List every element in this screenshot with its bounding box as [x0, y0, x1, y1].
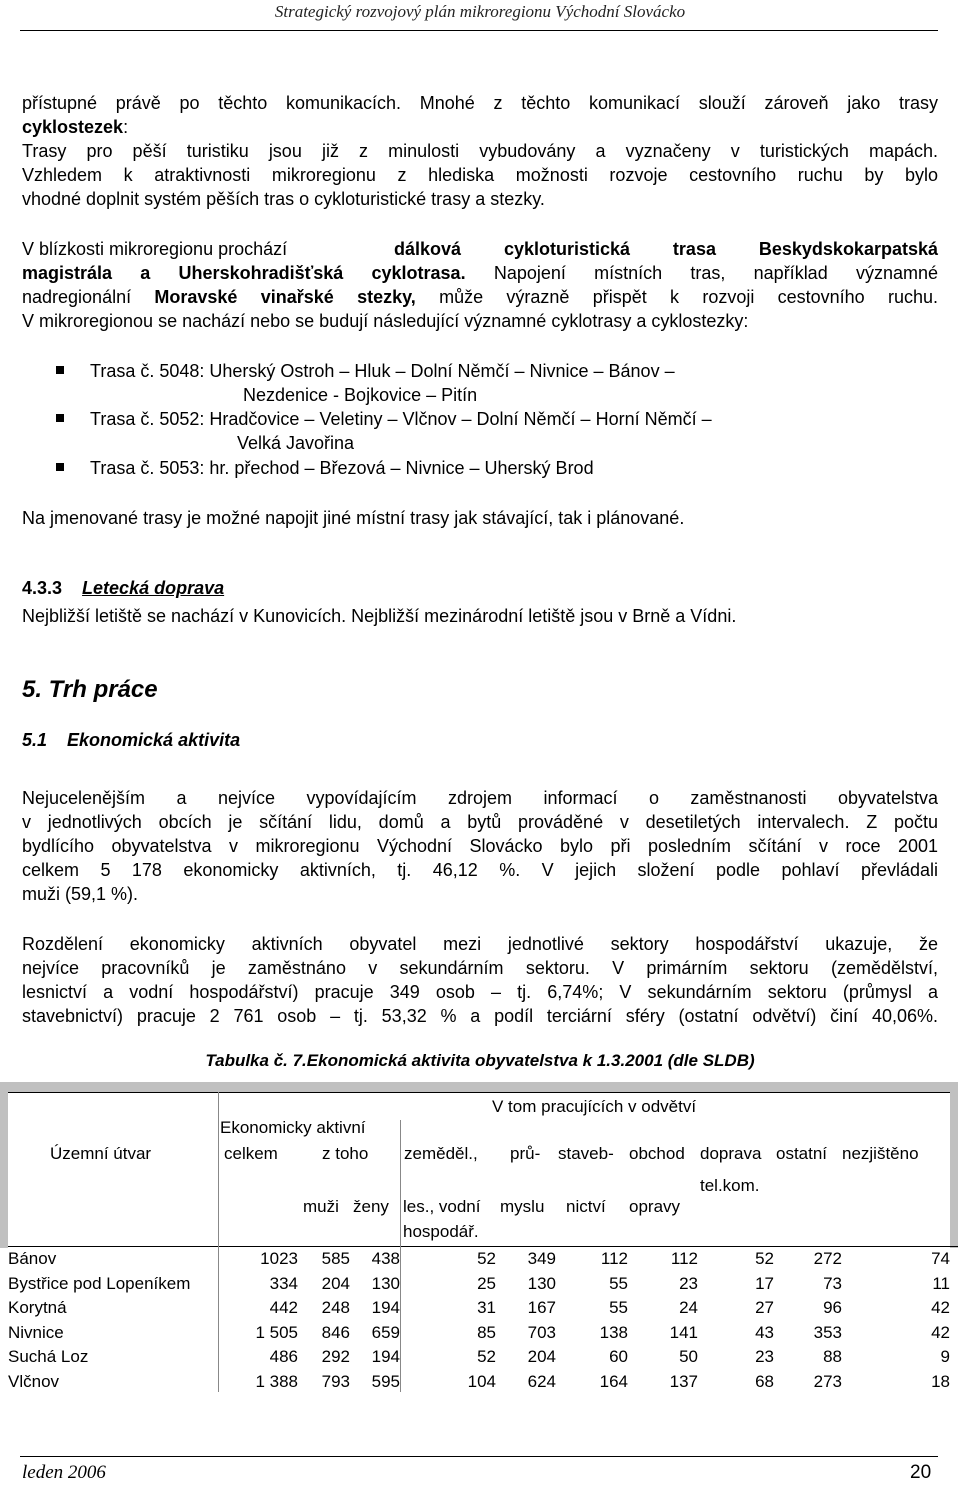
th-opravy: opravy [629, 1197, 681, 1216]
table-cell: 42 [931, 1298, 950, 1317]
intro-line-1: přístupné právě po těchto komunikacích. Mnohé z těchto komunikací slouží zároveň jako trasy [22, 93, 938, 113]
table-cell: 438 [371, 1249, 400, 1268]
para2-line-3 [22, 285, 938, 309]
table-cell: 55 [609, 1298, 628, 1317]
table-cell: 703 [527, 1322, 556, 1342]
sec433-title: Letecká doprava [82, 578, 225, 598]
th-nictvi: nictví [566, 1197, 606, 1216]
para2-text-b: Napojení místních tras, například významné [465, 263, 938, 283]
table-cell: 68 [755, 1371, 774, 1391]
table-cell: 334 [269, 1273, 298, 1293]
th-les: les., vodní [403, 1197, 481, 1216]
table-cell: 1023 [260, 1249, 298, 1268]
th-muzi: muži [303, 1197, 339, 1216]
row-label: Vlčnov [8, 1371, 60, 1391]
para2-text-a: V blízkosti mikroregionu prochází [22, 239, 288, 259]
para2-line-2 [22, 261, 938, 285]
para4-line-1: Nejucelenějším a nejvíce vypovídajícím zdrojem informací o zaměstnanosti obyvatelstva [22, 788, 938, 808]
table-cell: 141 [669, 1322, 698, 1342]
th-ztoho: z toho [322, 1144, 369, 1163]
row-label: Suchá Loz [8, 1347, 89, 1366]
table-cell: 27 [755, 1298, 774, 1317]
table-cell: 17 [755, 1273, 774, 1293]
footer-date: leden 2006 [22, 1462, 106, 1483]
table-cell: 204 [527, 1347, 556, 1366]
table-cell: 88 [823, 1347, 842, 1366]
table-cell: 194 [371, 1298, 400, 1317]
para5-line-3: lesnictví a vodní hospodářství) pracuje 349 osob – tj. 6,74%; V sekundárním sektoru (průmysl a [22, 982, 938, 1002]
table-cell: 52 [755, 1249, 774, 1268]
table-cell: 43 [755, 1322, 774, 1342]
th-zemedel: zeměděl., [404, 1144, 478, 1163]
page-number: 20 [910, 1462, 932, 1483]
table-cell: 349 [527, 1249, 556, 1268]
table-cell: 31 [477, 1298, 496, 1317]
table-cell: 624 [527, 1371, 556, 1391]
th-pru: prů- [510, 1144, 541, 1163]
table-cell: 442 [269, 1298, 298, 1317]
th-uzemni: Územní útvar [50, 1144, 152, 1163]
page-header: Strategický rozvojový plán mikroregionu Východní Slovácko [274, 2, 686, 21]
route-3-line-1: Trasa č. 5053: hr. přechod – Březová – Nivnice – Uherský Brod [90, 458, 594, 478]
para4-line-5: muži (59,1 %). [22, 884, 139, 904]
th-doprava: doprava [700, 1144, 762, 1163]
colon: : [123, 117, 129, 137]
para2-text-c: nadregionální [22, 287, 155, 307]
para5-line-1: Rozdělení ekonomicky aktivních obyvatel mezi jednotlivé sektory hospodářství ukazuje, že [22, 934, 938, 954]
th-vtom: V tom pracujících v odvětví [492, 1097, 697, 1116]
table-cell: 793 [321, 1371, 350, 1391]
table-cell: 595 [371, 1371, 400, 1391]
para2-bold-a: dálková cykloturistická trasa Beskydskokarpatská [394, 239, 938, 259]
sec5-heading: 5. Trh práce [22, 676, 158, 703]
intro-line-4: Vzhledem k atraktivnosti mikroregionu z hlediska možnosti rozvoje cestovního ruchu by bylo [22, 165, 938, 185]
table-cell: 52 [477, 1249, 496, 1268]
row-label: Bystřice pod Lopeníkem [8, 1273, 191, 1293]
para4-line-2: v jednotlivých obcích je sčítání lidu, domů a bytů prováděné v desetiletých intervalech. Z počtu [22, 812, 938, 832]
row-label: Nivnice [8, 1322, 64, 1342]
table-cell: 130 [527, 1273, 556, 1293]
table-cell: 96 [823, 1298, 842, 1317]
table-cell: 104 [467, 1371, 496, 1391]
table-cell: 1 505 [255, 1322, 298, 1342]
row-label: Korytná [8, 1298, 67, 1317]
table-cell: 23 [755, 1347, 774, 1366]
table-cell: 23 [679, 1273, 698, 1293]
intro-line-5: vhodné doplnit systém pěších tras o cykloturistické trasy a stezky. [22, 189, 545, 209]
table-cell: 55 [609, 1273, 628, 1293]
table-cell: 18 [931, 1371, 950, 1391]
para5-line-4: stavebnictví) pracuje 2 761 osob – tj. 53,32 % a podíl terciární sféry (ostatní odvětví) činí 40,06%. [22, 1006, 938, 1026]
table-cell: 585 [321, 1249, 350, 1268]
sec51-heading [22, 730, 240, 751]
table-cell: 137 [669, 1371, 698, 1391]
intro-line-2 [22, 115, 938, 139]
table-cell: 9 [940, 1347, 950, 1366]
route-1-line-1: Trasa č. 5048: Uherský Ostroh – Hluk – Dolní Němčí – Nivnice – Bánov – [90, 361, 675, 381]
th-nezjisteno: nezjištěno [842, 1144, 919, 1163]
table-cell: 659 [371, 1322, 400, 1342]
table-cell: 42 [931, 1322, 950, 1342]
table-cell: 112 [600, 1249, 628, 1268]
table-cell: 11 [932, 1273, 950, 1293]
th-hosp: hospodář. [403, 1222, 479, 1241]
header-rule [20, 30, 938, 31]
table-cell: 60 [609, 1347, 628, 1366]
table-cell: 52 [477, 1347, 496, 1366]
cyklostezek-bold: cyklostezek [22, 117, 124, 137]
para2-line-1 [22, 237, 938, 261]
th-zeny: ženy [353, 1197, 389, 1216]
table-cell: 73 [823, 1273, 842, 1293]
para3: Na jmenované trasy je možné napojit jiné místní trasy jak stávající, tak i plánované. [22, 508, 685, 528]
table-cell: 846 [321, 1322, 350, 1342]
table-cell: 204 [321, 1273, 350, 1293]
para2-line-4: V mikroregionou se nachází nebo se budují následující významné cyklotrasy a cyklostezky: [22, 311, 749, 331]
th-staveb: staveb- [558, 1144, 614, 1163]
table-cell: 112 [670, 1249, 698, 1268]
sec433-heading [22, 576, 938, 600]
th-celkem: celkem [224, 1144, 278, 1163]
table-cell: 130 [371, 1273, 400, 1293]
table-cell: 50 [679, 1347, 698, 1366]
table-header-area [8, 1092, 950, 1249]
footer-rule [20, 1456, 938, 1457]
route-2-line-1: Trasa č. 5052: Hradčovice – Veletiny – Vlčnov – Dolní Němčí – Horní Němčí – [90, 409, 712, 429]
route-1-line-2: Nezdenice - Bojkovice – Pitín [243, 385, 478, 405]
intro-line-3: Trasy pro pěší turistiku jsou již z minulosti vybudovány a vyznačeny v turistických mapách. [22, 141, 938, 161]
sec51-number: 5.1 [22, 730, 48, 750]
bullet-icon [56, 366, 64, 374]
table-cell: 486 [269, 1347, 298, 1366]
para2-text-d: může výrazně přispět k rozvoji cestovního ruchu. [415, 287, 939, 307]
table-cell: 248 [321, 1298, 350, 1317]
th-obchod: obchod [629, 1144, 685, 1163]
th-myslu: myslu [500, 1197, 545, 1216]
table-cell: 353 [813, 1322, 842, 1342]
sec51-title: Ekonomická aktivita [67, 730, 241, 750]
para2-bold-b: magistrála a Uherskohradišťská cyklotrasa. [22, 263, 466, 283]
para4-line-3: bydlícího obyvatelstva v mikroregionu Východní Slovácko bylo při posledním sčítání v roce 2001 [22, 836, 938, 856]
para4-line-4: celkem 5 178 ekonomicky aktivních, tj. 46,12 %. V jejich složení podle pohlaví převládali [22, 860, 938, 880]
table-caption: Tabulka č. 7.Ekonomická aktivita obyvatelstva k 1.3.2001 (dle SLDB) [205, 1051, 755, 1070]
table-cell: 24 [679, 1298, 698, 1317]
table-cell: 167 [527, 1298, 556, 1317]
para5-line-2: nejvíce pracovníků je zaměstnáno v sekundárním sektoru. V primárním sektoru (zemědělství, [22, 958, 938, 978]
bullet-icon [56, 463, 64, 471]
table-cell: 85 [477, 1322, 496, 1342]
table-cell: 25 [477, 1273, 496, 1293]
table-cell: 74 [931, 1249, 950, 1268]
row-label: Bánov [8, 1249, 57, 1268]
para2-bold-c: Moravské vinařské stezky, [154, 287, 416, 307]
sec433-text: Nejbližší letiště se nachází v Kunovicích. Nejbližší mezinárodní letiště jsou v Brně a Vídni. [22, 606, 737, 626]
table-cell: 292 [321, 1347, 350, 1366]
table-cell: 164 [599, 1371, 628, 1391]
table-cell: 194 [371, 1347, 400, 1366]
table-cell: 138 [599, 1322, 628, 1342]
th-ostatni: ostatní [776, 1144, 828, 1163]
sec433-number: 4.3.3 [22, 578, 63, 598]
bullet-icon [56, 414, 64, 422]
table-cell: 272 [813, 1249, 842, 1268]
table-cell: 1 388 [255, 1371, 298, 1391]
th-telkom: tel.kom. [700, 1176, 760, 1195]
route-2-line-2: Velká Javořina [237, 433, 355, 453]
table-cell: 273 [813, 1371, 842, 1391]
th-ekakt: Ekonomicky aktivní [220, 1118, 366, 1137]
